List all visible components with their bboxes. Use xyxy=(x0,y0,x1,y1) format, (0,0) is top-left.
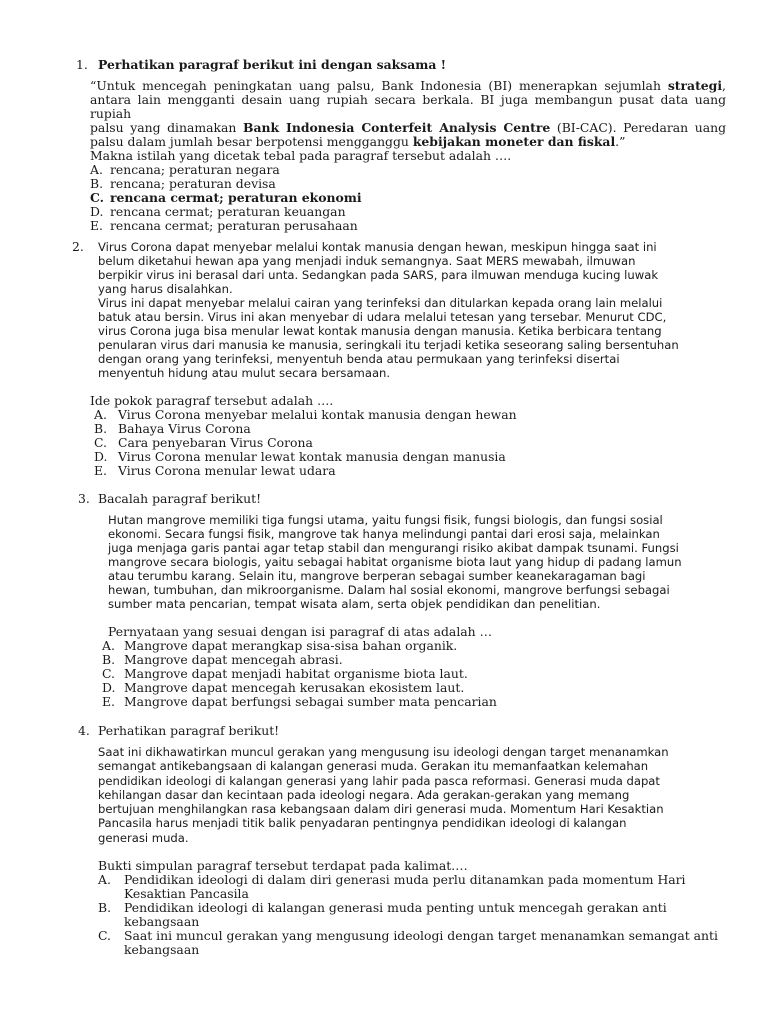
option-d: D. Mangrove dapat mencegah kerusakan ekosistem laut. xyxy=(102,680,465,695)
paragraph-line: Pancasila harus menjadi titik balik penyadaran pentingnya pendidikan ideologi di kalangan xyxy=(98,816,627,831)
paragraph-line: Hutan mangrove memiliki tiga fungsi utama, yaitu fungsi fisik, fungsi biologis, dan fungsi sosial xyxy=(108,513,663,527)
option-b: B. Pendidikan ideologi di kalangan generasi muda penting untuk mencegah gerakan anti kebangsaan xyxy=(98,900,667,930)
question-4-number: 4. xyxy=(78,723,90,738)
paragraph-line: kehilangan dasar dan kecintaan pada ideologi negara. Ada gerakan-gerakan yang memang xyxy=(98,787,630,802)
question-1-prompt: Makna istilah yang dicetak tebal pada paragraf tersebut adalah …. xyxy=(90,148,512,163)
paragraph-line: Virus Corona dapat menyebar melalui kontak manusia dengan hewan, meskipun hingga saat ini xyxy=(98,240,657,254)
paragraph-line: pendidikan ideologi di kalangan generasi yang lahir pada pasca reformasi. Generasi muda dapat xyxy=(98,773,660,788)
option-a: A. rencana; peraturan negara xyxy=(90,162,280,177)
paragraph-line: palsu yang dinamakan Bank Indonesia Conterfeit Analysis Centre (BI-CAC). Peredaran uang xyxy=(90,120,727,135)
paragraph-line: semangat antikebangsaan di kalangan generasi muda. Gerakan itu memanfaatkan kelemahan xyxy=(98,759,649,774)
question-2-options xyxy=(94,408,712,478)
paragraph-line: bertujuan menghilangkan rasa kebangsaan dalam diri generasi muda. Momentum Hari Kesaktian xyxy=(98,802,664,817)
paragraph-line: berpikir virus ini berasal dari unta. Sedangkan pada SARS, para ilmuwan menduga kucing luwak xyxy=(98,268,659,282)
paragraph-line: “Untuk mencegah peningkatan uang palsu, Bank Indonesia (BI) menerapkan sejumlah strategi, xyxy=(90,78,726,93)
option-b: B. Mangrove dapat mencegah abrasi. xyxy=(102,652,343,667)
paragraph-line: antara lain mengganti desain uang rupiah secara berkala. BI juga membangun pusat data uang rupiah xyxy=(90,92,726,121)
question-3 xyxy=(78,492,718,709)
option-a: A. Mangrove dapat merangkap sisa-sisa bahan organik. xyxy=(102,638,458,653)
question-3-prompt: Pernyataan yang sesuai dengan isi paragraf di atas adalah … xyxy=(108,624,492,639)
question-1-number: 1. xyxy=(76,57,88,72)
paragraph-line: belum diketahui hewan apa yang menjadi induk semangnya. Saat MERS mewabah, ilmuwan xyxy=(98,254,636,268)
question-4-prompt: Bukti simpulan paragraf tersebut terdapat pada kalimat…. xyxy=(98,858,468,874)
paragraph-line: hewan, tumbuhan, dan mikroorganisme. Dalam hal sosial ekonomi, mangrove berfungsi sebagai xyxy=(108,583,670,597)
option-a: A. Pendidikan ideologi di dalam diri generasi muda perlu ditanamkan pada momentum Hari Kesaktian Pancasila xyxy=(98,872,686,902)
question-2-paragraph xyxy=(98,240,712,380)
option-b: B. rencana; peraturan devisa xyxy=(90,176,276,191)
paragraph-line: batuk atau bersin. Virus ini akan menyebar di udara melalui tetesan yang tersebar. Menurut CDC, xyxy=(98,310,667,324)
option-c: C. Cara penyebaran Virus Corona xyxy=(94,435,313,450)
question-3-instruction: Bacalah paragraf berikut! xyxy=(98,491,262,506)
paragraph-line: juga menjaga garis pantai agar tetap stabil dan mengurangi risiko akibat dampak tsunami. Fungsi xyxy=(108,541,679,555)
paragraph-line: Saat ini dikhawatirkan muncul gerakan yang mengusung isu ideologi dengan target menanamkan xyxy=(98,745,669,759)
question-2-prompt: Ide pokok paragraf tersebut adalah …. xyxy=(90,393,334,408)
question-4-paragraph xyxy=(98,745,718,845)
paragraph-line: dengan orang yang terinfeksi, menyentuh benda atau permukaan yang terinfeksi disertai xyxy=(98,352,620,366)
paragraph-line: palsu dalam jumlah besar berpotensi mengganggu kebijakan moneter dan fiskal.” xyxy=(90,134,626,149)
paragraph-line: atau terumbu karang. Selain itu, mangrove berperan sebagai sumber keanekaragaman bagi xyxy=(108,569,646,583)
paragraph-line: generasi muda. xyxy=(98,830,189,845)
option-c: C. Mangrove dapat menjadi habitat organisme biota laut. xyxy=(102,666,468,681)
question-2 xyxy=(72,240,712,478)
question-4-instruction: Perhatikan paragraf berikut! xyxy=(98,723,280,738)
option-a: A. Virus Corona menyebar melalui kontak manusia dengan hewan xyxy=(94,407,517,422)
question-1 xyxy=(76,58,726,233)
option-d: D. Virus Corona menular lewat kontak manusia dengan manusia xyxy=(94,449,506,464)
option-c: C. rencana cermat; peraturan ekonomi xyxy=(90,190,362,205)
question-1-instruction: Perhatikan paragraf berikut ini dengan saksama ! xyxy=(98,57,447,72)
paragraph-line: ekonomi. Secara fungsi fisik, mangrove tak hanya melindungi pantai dari erosi saja, melainkan xyxy=(108,527,660,541)
paragraph-line: menyentuh hidung atau mulut secara bersamaan. xyxy=(98,366,391,380)
paragraph-line: Virus ini dapat menyebar melalui cairan yang terinfeksi dan ditularkan kepada orang lain melalui xyxy=(98,296,663,310)
question-1-options xyxy=(90,163,726,233)
question-3-number: 3. xyxy=(78,491,90,506)
option-e: E. Virus Corona menular lewat udara xyxy=(94,463,336,478)
question-4 xyxy=(78,724,718,957)
question-4-options xyxy=(98,873,718,957)
paragraph-line: sumber mata pencarian, tempat wisata alam, serta objek pendidikan dan penelitian. xyxy=(108,597,601,611)
question-2-number: 2. xyxy=(72,239,84,254)
question-1-paragraph xyxy=(90,79,726,149)
option-d: D. rencana cermat; peraturan keuangan xyxy=(90,204,346,219)
paragraph-line: virus Corona juga bisa menular lewat kontak manusia dengan manusia. Ketika berbicara tentang xyxy=(98,324,662,338)
option-c: C. Saat ini muncul gerakan yang mengusung ideologi dengan target menanamkan semangat anti kebangsaan xyxy=(98,928,718,958)
paragraph-line: yang harus disalahkan. xyxy=(98,282,233,296)
question-3-paragraph xyxy=(108,513,720,611)
paragraph-line: mangrove secara biologis, yaitu sebagai habitat organisme biota laut yang hidup di padang lamun xyxy=(108,555,682,569)
option-e: E. rencana cermat; peraturan perusahaan xyxy=(90,218,358,233)
paragraph-line: penularan virus dari manusia ke manusia, seringkali itu terjadi ketika seseorang saling bersentuhan xyxy=(98,338,679,352)
option-b: B. Bahaya Virus Corona xyxy=(94,421,251,436)
question-3-options xyxy=(102,639,718,709)
option-e: E. Mangrove dapat berfungsi sebagai sumber mata pencarian xyxy=(102,694,497,709)
